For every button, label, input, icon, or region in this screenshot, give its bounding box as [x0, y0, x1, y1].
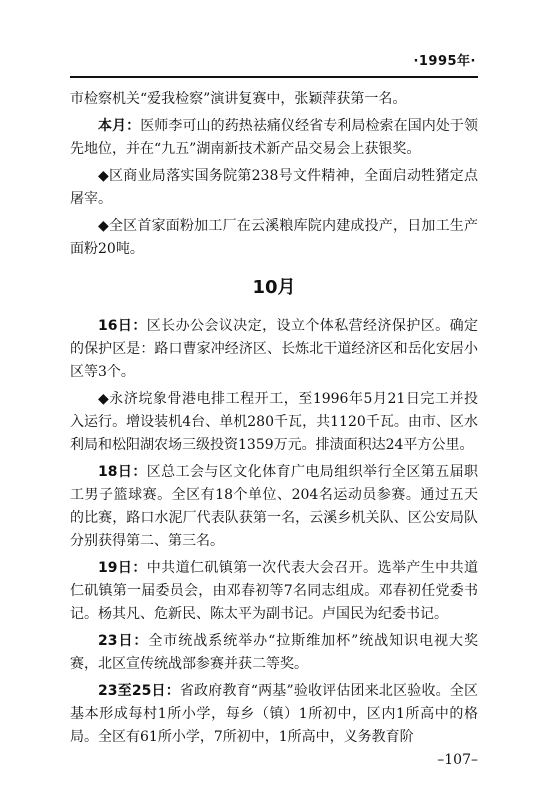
paragraph-text: 省政府教育“两基”验收评估团来北区验收。全区基本形成每村1所小学，每乡（镇）1所初中，区内1所高中的格局。全区有61所小学，7所初中，1所高中，义务教育阶	[70, 683, 478, 745]
page-number: –107–	[437, 752, 478, 768]
paragraph-text: 市检察机关“爱我检察”演讲复赛中，张颖萍获第一名。	[70, 91, 407, 107]
paragraph	[70, 315, 478, 384]
entry-date: 23日：	[98, 633, 149, 649]
paragraph	[70, 165, 478, 211]
paragraph	[70, 461, 478, 553]
entry-date: 23至25日：	[98, 683, 180, 699]
paragraph	[70, 630, 478, 676]
paragraph-text: ◆区商业局落实国务院第238号文件精神，全面启动牲猪定点屠宰。	[70, 168, 478, 207]
page-body	[70, 88, 478, 753]
entry-date: 本月：	[98, 118, 141, 134]
paragraph	[70, 388, 478, 457]
paragraph-text: 中共道仁矶镇第一次代表大会召开。选举产生中共道仁矶镇第一届委员会，由邓春初等7名同志组成。邓春初任党委书记。杨其凡、危新民、陈太平为副书记。卢国民为纪委书记。	[70, 560, 479, 622]
running-header: ·1995年·	[413, 54, 476, 69]
paragraph-text: 区长办公会议决定，设立个体私营经济保护区。确定的保护区是：路口曹家冲经济区、长炼北干道经济区和岳化安居小区等3个。	[70, 318, 479, 380]
paragraph-text: 全市统战系统举办“拉斯维加杯”统战知识电视大奖赛，北区宣传统战部参赛并获二等奖。	[70, 633, 478, 672]
paragraph-text: ◆永济垸象骨港电排工程开工，至1996年5月21日完工并投入运行。增设装机4台、单机280千瓦，共1120千瓦。由市、区水利局和松阳湖农场三级投资1359万元。排渍面积达24平方公里。	[70, 391, 478, 453]
paragraph-text: ◆全区首家面粉加工厂在云溪粮库院内建成投产，日加工生产面粉20吨。	[70, 218, 478, 257]
month-heading: 10月	[252, 277, 296, 298]
paragraph-text: 区总工会与区文化体育广电局组织举行全区第五届职工男子篮球赛。全区有18个单位、204名运动员参赛。通过五天的比赛，路口水泥厂代表队获第一名，云溪乡机关队、区公安局队分别获得第二、第三名。	[70, 464, 479, 549]
paragraph	[70, 215, 478, 261]
header-rule	[70, 76, 478, 78]
entry-date: 16日：	[98, 318, 147, 334]
paragraph-text: 医师李可山的药热祛痛仪经省专利局检索在国内处于领先地位，并在“九五”湖南新技术新产品交易会上获银奖。	[70, 118, 479, 157]
paragraph	[70, 557, 478, 626]
entry-date: 19日：	[98, 560, 147, 576]
paragraph	[70, 680, 478, 749]
paragraph	[70, 115, 478, 161]
entry-date: 18日：	[98, 464, 147, 480]
paragraph	[70, 88, 478, 111]
